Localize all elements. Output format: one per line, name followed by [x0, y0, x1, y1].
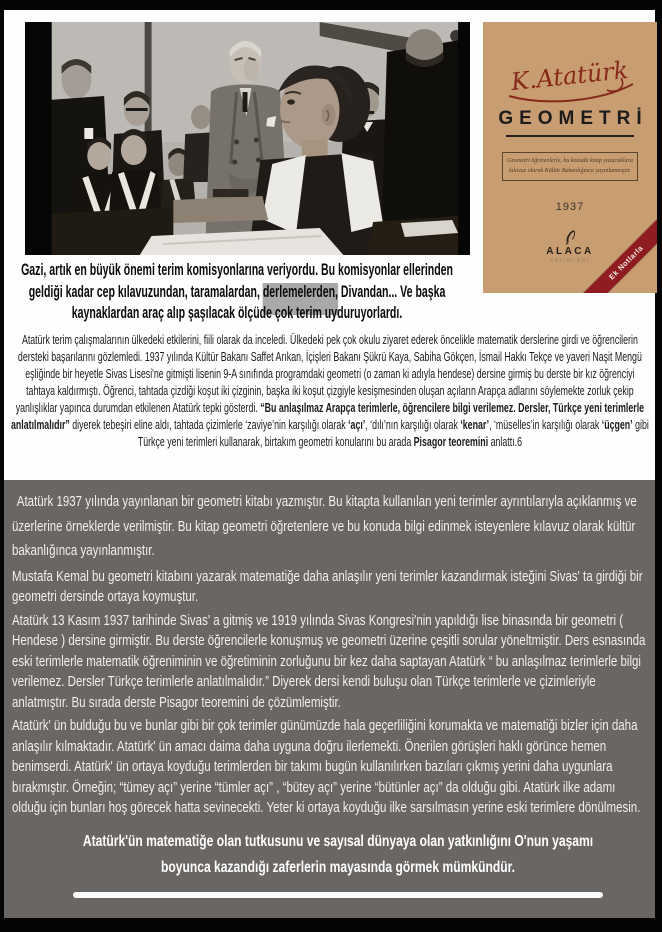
article-seg-7: ‘üçgen’	[601, 418, 633, 432]
classroom-photo	[25, 22, 470, 255]
gray-paragraph-1: Atatürk 1937 yılında yayınlanan bir geometri kitabı yazmıştır. Bu kitapta kullanılan yeni terimler ayrıntılarıyla açıklanmış ve üzerlerine örneklerde verilmiştir. Bu kitap geometri öğretenlere ve bu konuda bilgi edinmek isteyenlere kılavuz olarak kültür bakanlığınca yayınlanmıştır.	[12, 494, 637, 559]
article-seg-5: ‘kenar’	[460, 418, 490, 432]
signature-icon	[495, 48, 645, 108]
article-seg-2: diyerek tebeşiri eline aldı, tahtada çizimlerle ‘zaviye’nin karşılığı olarak	[69, 418, 349, 432]
book-title: GEOMETRİ	[498, 108, 648, 129]
gray-paragraph-2: Mustafa Kemal bu geometri kitabını yazarak matematiğe daha anlaşılır yeni terimler kazandırmak isteğini Sivas' ta girdiği bir geometri dersinde ortaya koymuştur.	[12, 568, 643, 605]
article-seg-4: , ‘dılı’nın karşılığı olarak	[365, 418, 461, 432]
gray-text-panel	[4, 480, 655, 918]
footer-quote	[65, 829, 611, 881]
top-white-panel	[4, 10, 655, 480]
geometry-book-cover	[483, 22, 657, 293]
caption-text-after: Divandan... Ve başka kaynaklardan araç alıp şaşılacak ölçüde çok terim uyduruyorlardı.	[71, 282, 446, 322]
publisher-name: ALACA	[546, 246, 594, 258]
footer-quote-text: Atatürk'ün matematiğe olan tutkusunu ve sayısal dünyaya olan yatkınlığını O'nun yaşamı boyunca kazandığı zaferlerin mayasında görmek mümkündür.	[82, 832, 594, 876]
alaca-quill-icon	[563, 229, 578, 246]
article-seg-8: gibi Türkçe yeni terimleri kullanarak, birtakım geometri konularını bu arada	[137, 418, 649, 449]
gray-paragraphs	[12, 490, 647, 819]
corner-ribbon: Ek Notlarla	[573, 209, 657, 293]
publisher-subtitle: YAYINLARI	[550, 258, 590, 265]
gray-paragraph-3: Atatürk 13 Kasım 1937 tarihinde Sivas' a gitmiş ve 1919 yılında Sivas Kongresi'nin yapıldığı lise binasında bir geometri ( Hendese ) dersine girmiştir. Bu derste öğrencilerle konuşmuş ve geometri üzerine çeşitli sorular yöneltmiştir. Ders esnasında eski terimlerle matematik öğreniminin ve öğretiminin zorluğunu bir kez daha saptayan Atatürk “ bu anlaşılmaz terimlerle bilgi verilemez. Dersler Türkçe terimlerle anlatılmalıdır.” Diyerek dersi kendi buluşu olan Türkçe terimlerle ve çizimleriyle anlatmıştır. Bu sırada derste Pisagor teoremini de çözümlemiştir.	[12, 612, 646, 711]
article-paragraph	[10, 332, 650, 478]
classroom-photo-illustration	[25, 22, 470, 255]
caption-highlighted-word: derlemelerden,	[262, 282, 338, 301]
article-seg-1: “Bu anlaşılmaz Arapça terimlerle, öğrencilere bilgi verilemez. Dersler, Türkçe yeni terimlerle anlatılmalıdır”	[10, 401, 645, 432]
footer-divider-bar	[73, 892, 603, 898]
article-seg-10: anlattı.6	[488, 435, 522, 449]
title-underline	[506, 135, 634, 137]
ataturk-signature	[495, 48, 645, 106]
article-seg-0: Atatürk terim çalışmalarının ülkedeki etkilerini, fiili olarak da inceledi. Ülkedeki pek çok okulu ziyaret ederek öncelikle matematik derslerine girdi ve öğrencilerin dersteki başarılarını gözlemledi. 1937 yılında Kültür Bakanı Saffet Arıkan, İçişleri Bakanı Şükrü Kaya, Sabiha Gökçen, İsmail Hakkı Tekçe ve yaveri Naşit Mengü eşliğinde bir heyetle Sivas Lisesi'ne gitmişti lisenin 9-A sınıfında programdaki geometri (o zaman ki adıyla hendese) dersine girmiş bu derste bir kız öğrenciyi tahtaya kaldırmıştı. Öğrenci, tahtada çizdiği koşut iki çizginin, başka iki koşut çizgiyle kesişmesinden oluşan açıların Arapça adlarını söylemekte zorluk çekip yanlışlıklar yapınca durumdan etkilenen Atatürk tepki gösterdi.	[15, 333, 642, 415]
signature-text: K.Atatürk	[509, 55, 630, 97]
article-seg-6: , ‘müselles’in karşılığı olarak	[489, 418, 602, 432]
photo-caption	[6, 260, 468, 332]
book-year: 1937	[555, 201, 585, 214]
article-seg-9: Pisagor teoremini	[413, 435, 489, 449]
gray-paragraph-4: Atatürk' ün bulduğu bu ve bunlar gibi bir çok terimler günümüzde hala geçerliliğini korumakta ve matematiği bizler için daha anlaşılır kılmaktadır. Atatürk' ün amacı daima daha uyguna doğru ilerlemekti. Önerilen görüşleri haklı görünce hemen benimserdi. Atatürk' ün ortaya koyduğu terimlerden bir takımı bugün kullanılırken bazıları çıkmış yerini daha uygunlara bırakmıştır. Örneğin; “tümey açı” yerine “tümler açı” , “bütey açı” yerine “bütünler açı” da olduğu gibi. Atatürk ilke adamı olduğu için bunları hoş görecek hatta sevinecekti. Yeter ki ortaya koyduğu ilke sarsılmasın yerine eski terimlere dönülmesin.	[12, 718, 641, 816]
article-seg-3: ‘açı’	[348, 418, 366, 432]
caption-text-before: Gazi, artık en büyük önemi terim komisyonlarına veriyordu. Bu komisyonlar ellerinden geldiği kadar cep kılavuzundan, taramalardan,	[21, 261, 454, 301]
book-note-line1: Geometri öğretenlerle, bu konuda kitap yazacaklara	[507, 158, 633, 164]
book-note-line2: kılavuz olarak Kültür Bakanlığınca yayınlanmıştır.	[509, 167, 631, 174]
book-note-box	[502, 152, 638, 181]
